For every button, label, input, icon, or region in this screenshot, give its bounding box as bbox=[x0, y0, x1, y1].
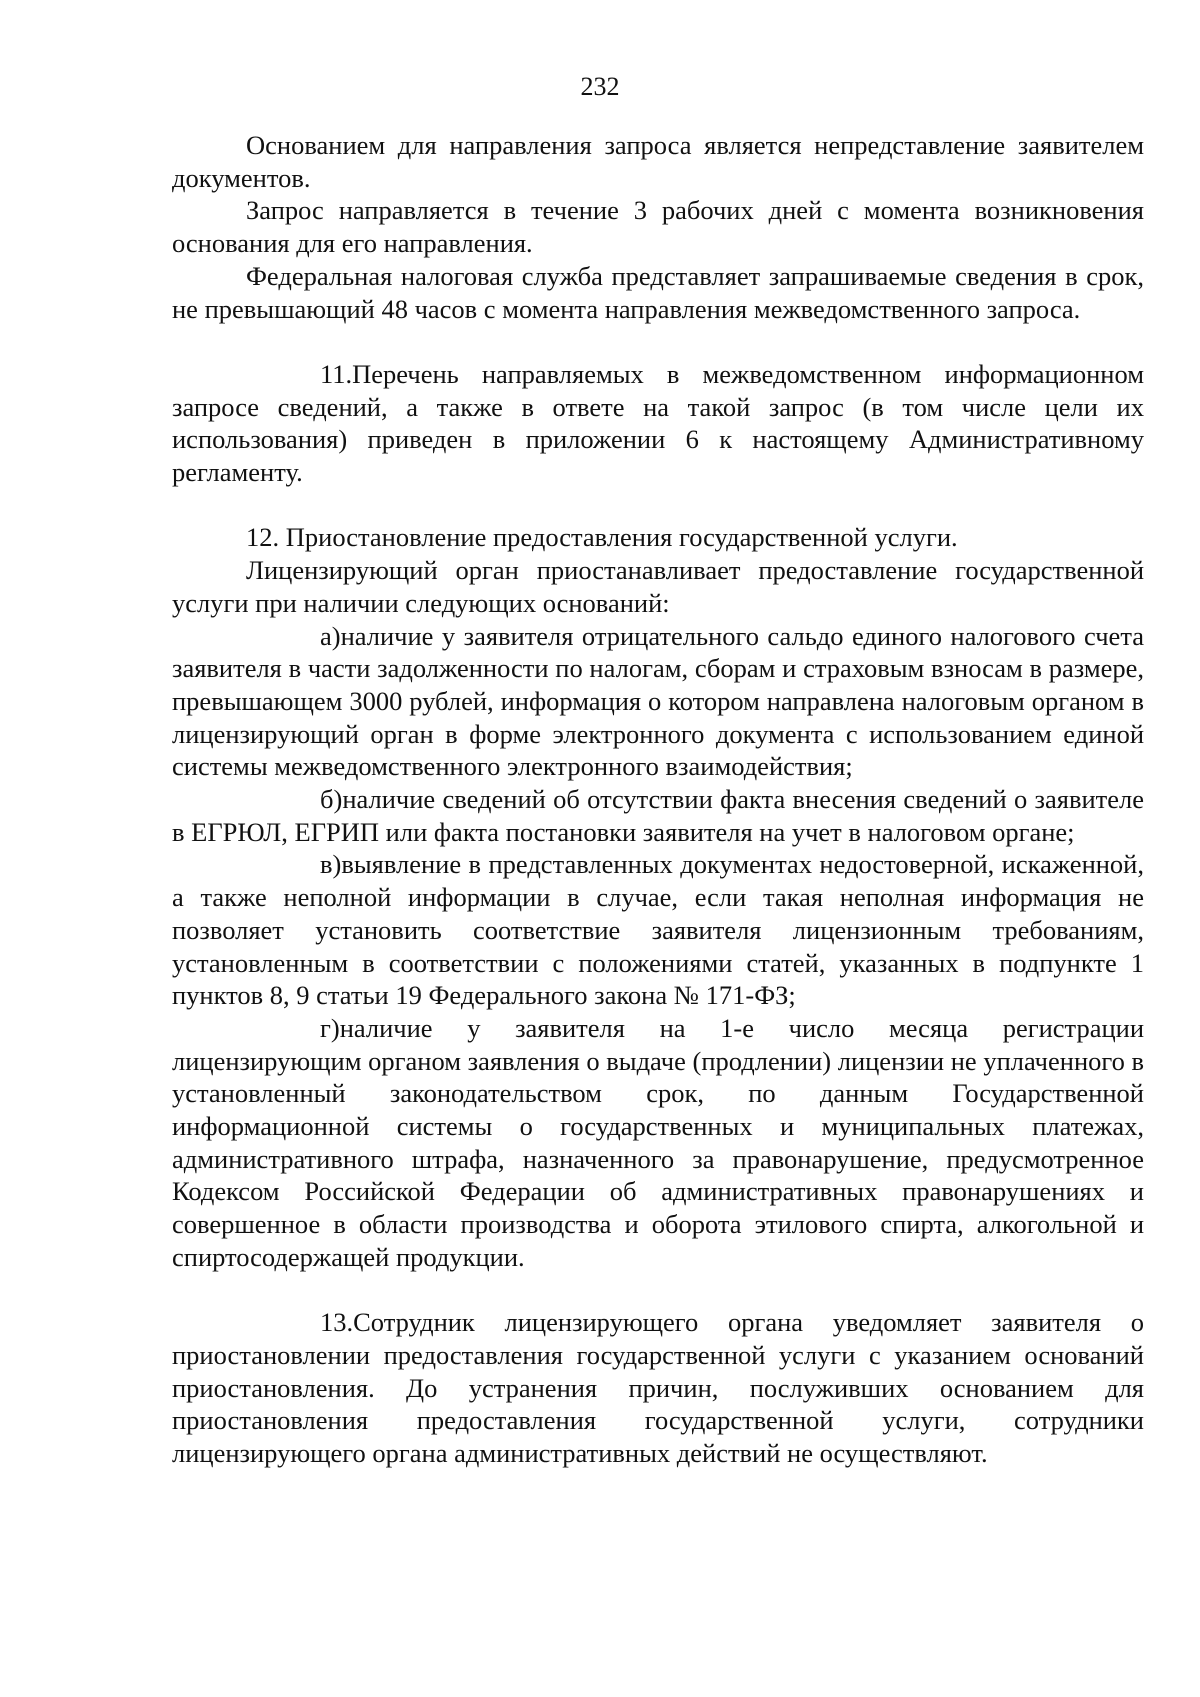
paragraph-item-13 bbox=[172, 1306, 1144, 1470]
paragraph-item-12-heading: 12. Приостановление предоставления государственной услуги. bbox=[246, 522, 958, 553]
item-number: 11. bbox=[320, 358, 353, 389]
item-text: Сотрудник лицензирующего органа уведомляет заявителя о приостановлении предоставления государственной услуги с указанием оснований приостановления. До устранения причин, послуживших основанием для приостановления предоставления государственной услуги, сотрудники лицензирующего органа административных действий не осуществляют. bbox=[172, 1307, 1144, 1469]
list-item-text: выявление в представленных документах недостоверной, искаженной, а также неполной информации в случае, если такая неполная информация не позволяет установить соответствие заявителя лицензионным требованиям, установленным в соответствии с положениями статей, указанных в подпункте 1 пунктов 8, 9 статьи 19 Федерального закона № 171-ФЗ; bbox=[172, 849, 1144, 1011]
document-body bbox=[172, 129, 1144, 1470]
item-text: Перечень направляемых в межведомственном информационном запросе сведений, а также в ответе на такой запрос (в том числе цели их использования) приведен в приложении 6 к настоящему Административному регламенту. bbox=[172, 358, 1144, 488]
list-item-letter: а) bbox=[320, 620, 341, 651]
item-number: 13. bbox=[320, 1307, 354, 1338]
list-item-b bbox=[172, 783, 1144, 848]
paragraph-item-11 bbox=[172, 358, 1144, 489]
paragraph-request-deadline: Запрос направляется в течение 3 рабочих дней с момента возникновения основания для его направления. bbox=[172, 195, 1144, 259]
list-item-g bbox=[172, 1012, 1144, 1274]
paragraph-tax-service-response: Федеральная налоговая служба представляет запрашиваемые сведения в срок, не превышающий 48 часов с момента направления межведомственного запроса. bbox=[172, 260, 1144, 324]
list-item-text: наличие у заявителя отрицательного сальдо единого налогового счета заявителя в части задолженности по налогам, сборам и страховым взносам в размере, превышающем 3000 рублей, информация о котором направлена налоговым органом в лицензирующий орган в форме электронного документа с использованием единой системы межведомственного электронного взаимодействия; bbox=[172, 620, 1144, 782]
paragraph-request-basis: Основанием для направления запроса является непредставление заявителем документов. bbox=[172, 130, 1144, 193]
list-item-letter: в) bbox=[320, 849, 342, 880]
list-item-letter: б) bbox=[320, 784, 343, 815]
page-number: 232 bbox=[580, 72, 620, 101]
list-item-letter: г) bbox=[320, 1012, 340, 1043]
list-item-text: наличие сведений об отсутствии факта внесения сведений о заявителе в ЕГРЮЛ, ЕГРИП или факта постановки заявителя на учет в налоговом органе; bbox=[172, 784, 1144, 847]
list-item-text: наличие у заявителя на 1-е число месяца регистрации лицензирующим органом заявления о выдаче (продлении) лицензии не уплаченного в установленный законодательством срок, по данным Государственной информационной системы о государственных и муниципальных платежах, административного штрафа, назначенного за правонарушение, предусмотренное Кодексом Российской Федерации об административных правонарушениях и совершенное в области производства и оборота этилового спирта, алкогольной и спиртосодержащей продукции. bbox=[172, 1012, 1144, 1272]
paragraph-suspension-grounds: Лицензирующий орган приостанавливает предоставление государственной услуги при наличии следующих оснований: bbox=[172, 555, 1144, 618]
list-item-a bbox=[172, 620, 1144, 784]
list-item-v bbox=[172, 848, 1144, 1012]
